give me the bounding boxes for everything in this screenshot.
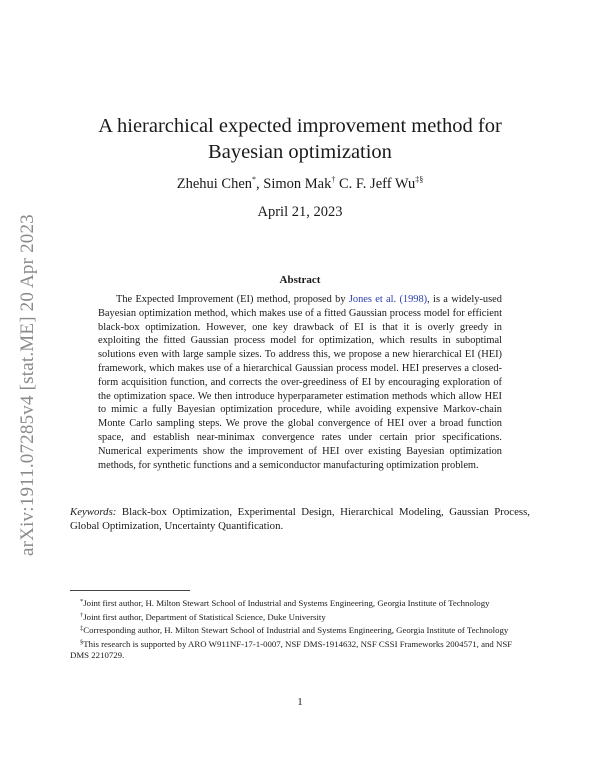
footnote-item	[70, 610, 530, 624]
author-mak: Simon Mak	[263, 176, 332, 192]
page-number: 1	[297, 696, 303, 708]
footnote-mark: §	[80, 638, 84, 646]
citation-link[interactable]: Jones et al. (1998)	[348, 294, 428, 305]
author-wu-footnote-mark[interactable]: ‡§	[415, 175, 424, 184]
keywords-label: Keywords:	[70, 506, 117, 518]
footnote-mark: †	[80, 611, 84, 619]
author-chen: Zhehui Chen	[176, 176, 253, 192]
footnote-text: Joint first author, Department of Statistical Science, Duke University	[83, 611, 326, 622]
abstract-text-start: The Expected Improvement (EI) method, proposed by	[116, 294, 349, 305]
abstract-heading: Abstract	[279, 274, 321, 286]
arxiv-identifier-stamp: arXiv:1911.07285v4 [stat.ME] 20 Apr 2023	[17, 214, 38, 556]
footnote-text: This research is supported by ARO W911NF-17-1-0007, NSF DMS-1914632, NSF CSSI Frameworks 2004571, and NSF DMS 2210729.	[70, 638, 513, 661]
footnote-mark: ‡	[80, 625, 84, 633]
footnote-divider	[70, 590, 190, 591]
publication-date: April 21, 2023	[257, 204, 343, 220]
author-chen-footnote-mark[interactable]: *	[252, 175, 257, 184]
footnotes	[70, 596, 530, 662]
abstract-text-rest: , is a widely-used Bayesian optimization method, which makes use of a fitted Gaussian process model for efficient black-box optimization. However, one key drawback of EI is that it is overly greedy in exploiting the fitted Gaussian process model for optimization, which results in suboptimal solutions even with large sample sizes. To address this, we propose a new hierarchical EI (HEI) framework, which makes use of a hierarchical Gaussian process model. HEI preserves a closed-form acquisition function, and corrects the over-greediness of EI by encouraging exploration of the optimization space. We then introduce hyperparameter estimation methods which allow HEI to mimic a fully Bayesian optimization procedure, while avoiding expensive Markov-chain Monte Carlo sampling steps. We prove the global convergence of HEI over a broad function space, and establish near-minimax convergence rates under certain prior specifications. Numerical experiments show the improvement of HEI over existing Bayesian optimization methods, for synthetic functions and a semiconductor manufacturing optimization problem.	[98, 294, 502, 471]
title-line-1: A hierarchical expected improvement method for	[98, 115, 502, 137]
footnote-mark: *	[80, 598, 84, 605]
keywords	[70, 505, 530, 533]
abstract-body	[98, 293, 502, 472]
footnote-item	[70, 637, 530, 662]
title-line-2: Bayesian optimization	[208, 141, 392, 163]
keywords-text: Black-box Optimization, Experimental Design, Hierarchical Modeling, Gaussian Process, Global Optimization, Uncertainty Quantification.	[70, 506, 530, 532]
paper-title	[60, 113, 540, 165]
author-wu: C. F. Jeff Wu	[338, 176, 416, 192]
footnote-text: Joint first author, H. Milton Stewart School of Industrial and Systems Engineering, Georgia Institute of Technology	[83, 598, 490, 608]
footnote-item	[70, 623, 530, 637]
footnote-text: Corresponding author, H. Milton Stewart School of Industrial and Systems Engineering, Georgia Institute of Technology	[83, 625, 509, 636]
author-mak-footnote-mark[interactable]: †	[331, 175, 336, 184]
author-separator: ,	[256, 176, 264, 192]
author-list	[60, 175, 540, 193]
footnote-item	[70, 596, 530, 610]
